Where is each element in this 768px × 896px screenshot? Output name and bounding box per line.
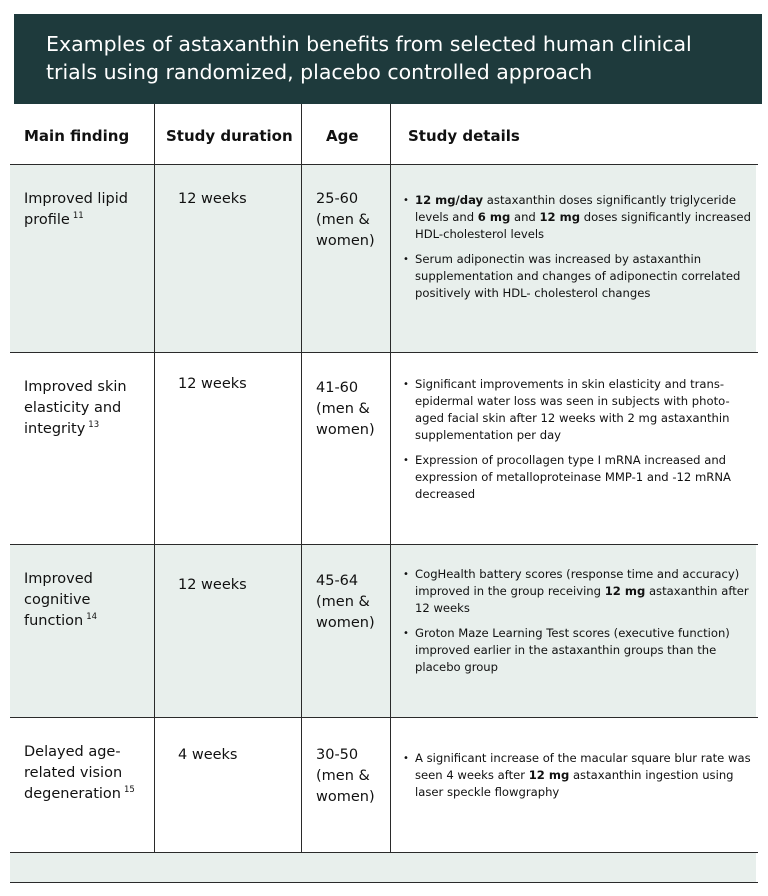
row-2-details [403,376,755,511]
row-3-finding [24,569,148,632]
row-1-age: 25-60 (men & women) [316,191,375,249]
rule-bottom [10,882,758,883]
row-3-finding-label: Improved cognitive function [24,571,93,629]
detail-text: and [510,210,540,224]
row-2-finding-label: Improved skin elasticity and integrity [24,379,127,437]
detail-bullet [403,192,755,243]
row-4-reference: 15 [123,785,135,796]
detail-text: astaxanthin after 12 weeks [415,584,749,615]
detail-emphasis: 6 mg [477,210,511,224]
rule-row-3 [10,717,758,718]
col-divider-1 [154,104,155,852]
detail-bullet [403,566,755,617]
detail-text: Groton Maze Learning Test scores (executive function) improved earlier in the astaxanthin groups than the placebo group [415,626,730,674]
row-2-finding [24,377,148,440]
row-1-duration: 12 weeks [178,191,247,207]
detail-text: CogHealth battery scores (response time and accuracy) improved in the group receiving [415,567,740,598]
detail-emphasis: 12 mg [528,768,570,782]
row-3-age: 45-64 (men & women) [316,573,375,631]
detail-text: astaxanthin ingestion using laser speckle flowgraphy [415,768,734,799]
header-banner [14,14,762,104]
row-1-finding [24,189,148,231]
rule-row-4 [10,852,758,853]
col-divider-2 [301,104,302,852]
rule-header [10,164,758,165]
detail-bullet [403,750,755,801]
col-header-study-details: Study details [408,127,520,145]
detail-text: astaxanthin doses significantly triglyceride levels and [415,193,736,224]
page-title: Examples of astaxanthin benefits from selected human clinical trials using randomized, placebo controlled approach [46,32,692,84]
detail-text: Serum adiponectin was increased by astaxanthin supplementation and changes of adiponectin correlated positively with HDL- cholesterol changes [415,252,741,300]
row-4-finding-label: Delayed age-related vision degeneration [24,744,123,802]
col-header-age: Age [326,127,359,145]
row-1-details [403,192,755,310]
row-3-duration: 12 weeks [178,577,247,593]
row-3-reference: 14 [86,612,98,623]
row-1-reference: 11 [72,211,84,222]
detail-emphasis: 12 mg [539,210,581,224]
row-2-age: 41-60 (men & women) [316,380,375,438]
row-4-finding [24,742,148,805]
detail-emphasis: 12 mg [604,584,646,598]
col-header-main-finding: Main finding [24,127,130,145]
row-1-finding-label: Improved lipid profile [24,191,128,228]
detail-emphasis: 12 mg/day [415,193,484,207]
rule-row-2 [10,544,758,545]
row-3-details [403,566,755,684]
row-2-duration: 12 weeks [178,376,247,392]
row-4-details [403,750,755,809]
col-divider-3 [390,104,391,852]
benefits-table [0,104,768,896]
detail-bullet [403,251,755,302]
col-header-study-duration: Study duration [166,127,293,145]
row-4-duration: 4 weeks [178,747,238,763]
row-2-reference: 13 [88,420,100,431]
footer-shade [10,853,756,882]
detail-bullet [403,625,755,676]
detail-text: Significant improvements in skin elasticity and trans-epidermal water loss was seen in subjects with photo-aged facial skin after 12 weeks with 2 mg astaxanthin supplementation per day [415,377,730,442]
detail-bullet [403,376,755,444]
row-4-age: 30-50 (men & women) [316,747,375,805]
detail-text: Expression of procollagen type I mRNA increased and expression of metalloproteinase MMP-1 and -12 mRNA decreased [415,453,731,501]
detail-bullet [403,452,755,503]
detail-text: A significant increase of the macular square blur rate was seen 4 weeks after [415,751,751,782]
rule-row-1 [10,352,758,353]
detail-text: doses significantly increased HDL-cholesterol levels [415,210,751,241]
